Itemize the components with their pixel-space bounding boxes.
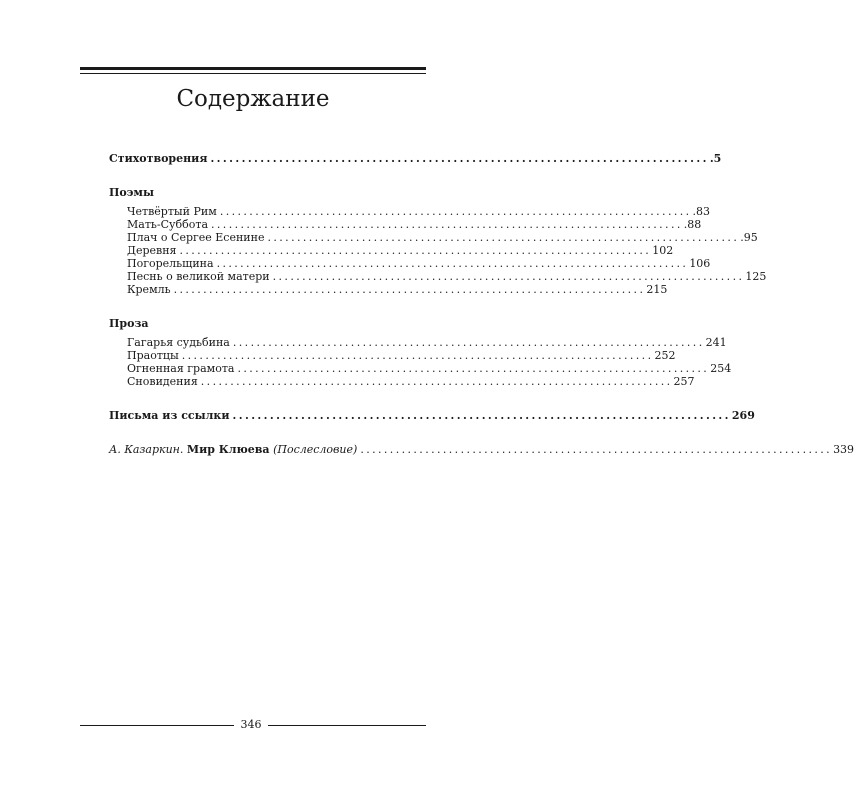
toc-entry-page: 339 <box>833 443 854 456</box>
afterword-note: (Послесловие) <box>273 443 358 456</box>
toc-entry-page: .83 <box>692 205 711 218</box>
toc-entry-page: 106 <box>689 257 711 270</box>
section-heading-proza: Проза <box>109 317 149 330</box>
leader-dots: ................................................................................ <box>211 218 683 231</box>
leader-dots: ................................................................................ <box>200 375 673 388</box>
footer-rule-right <box>268 725 426 726</box>
leader-dots: ................................................................................ <box>360 443 833 456</box>
toc-entry-title: Песнь о великой матери <box>127 270 270 283</box>
toc-entry-title: Кремль <box>127 283 171 296</box>
toc-entry-afterword <box>109 443 854 456</box>
toc-entry-title: Гагарья судьбина <box>127 336 230 349</box>
toc-entry-title: Погорельщина <box>127 257 214 270</box>
page-title: Содержание <box>176 86 330 112</box>
toc-entry-title: Сновидения <box>127 375 198 388</box>
afterword-title: Мир Клюева <box>186 443 270 456</box>
top-rule-thin <box>80 73 426 74</box>
toc-entry <box>109 336 727 349</box>
toc-entry-title: Плач о Сергее Есенине <box>127 231 265 244</box>
toc-entry <box>109 362 732 375</box>
leader-dots: ................................................................................ <box>232 409 731 422</box>
leader-dots: ................................................................................ <box>216 257 689 270</box>
toc-entry-page: 215 <box>646 283 668 296</box>
toc-entry <box>109 205 711 218</box>
leader-dots: ................................................................................ <box>272 270 745 283</box>
toc-entry-page: 257 <box>673 375 695 388</box>
section-heading-poemy: Поэмы <box>109 186 155 199</box>
toc-entry <box>109 375 695 388</box>
top-rule-thick <box>80 67 426 70</box>
toc-entry-page: 252 <box>654 349 676 362</box>
toc-entry-page: 241 <box>705 336 727 349</box>
toc-entry-title: Праотцы <box>127 349 179 362</box>
toc-entry-title: Огненная грамота <box>127 362 235 375</box>
toc-entry-title <box>109 443 360 456</box>
footer-rule-left <box>80 725 234 726</box>
leader-dots: ................................................................................ <box>173 283 646 296</box>
toc-entry-page: 125 <box>745 270 767 283</box>
toc-entry-page: 102 <box>652 244 674 257</box>
page-number: 346 <box>240 718 262 731</box>
toc-entry-title: Мать-Суббота <box>127 218 209 231</box>
leader-dots: ................................................................................ <box>232 336 705 349</box>
toc-entry-page: 254 <box>710 362 732 375</box>
toc-entry-title: Стихотворения <box>109 152 208 165</box>
toc-entry-page: .88 <box>683 218 702 231</box>
leader-dots: ................................................................................ <box>179 244 652 257</box>
table-of-contents <box>109 152 854 456</box>
leader-dots: ................................................................................ <box>210 152 709 165</box>
leader-dots: ................................................................................ <box>181 349 654 362</box>
toc-entry <box>109 218 702 231</box>
toc-entry <box>109 349 676 362</box>
toc-entry-page: 269 <box>731 409 755 422</box>
toc-entry-letters <box>109 409 755 422</box>
toc-entry-page: .5 <box>709 152 722 165</box>
toc-entry <box>109 283 668 296</box>
afterword-author: А. Казаркин. <box>109 443 184 456</box>
toc-entry <box>109 257 711 270</box>
toc-entry <box>109 270 767 283</box>
toc-entry-title: Деревня <box>127 244 177 257</box>
toc-entry-page: .95 <box>740 231 758 244</box>
leader-dots: ................................................................................ <box>237 362 710 375</box>
leader-dots: ................................................................................ <box>267 231 740 244</box>
leader-dots: ................................................................................ <box>219 205 692 218</box>
toc-entry <box>109 244 674 257</box>
toc-entry-title: Письма из ссылки <box>109 409 230 422</box>
toc-entry-title: Четвёртый Рим <box>127 205 217 218</box>
toc-entry-poems-collection <box>109 152 722 165</box>
toc-entry <box>109 231 758 244</box>
